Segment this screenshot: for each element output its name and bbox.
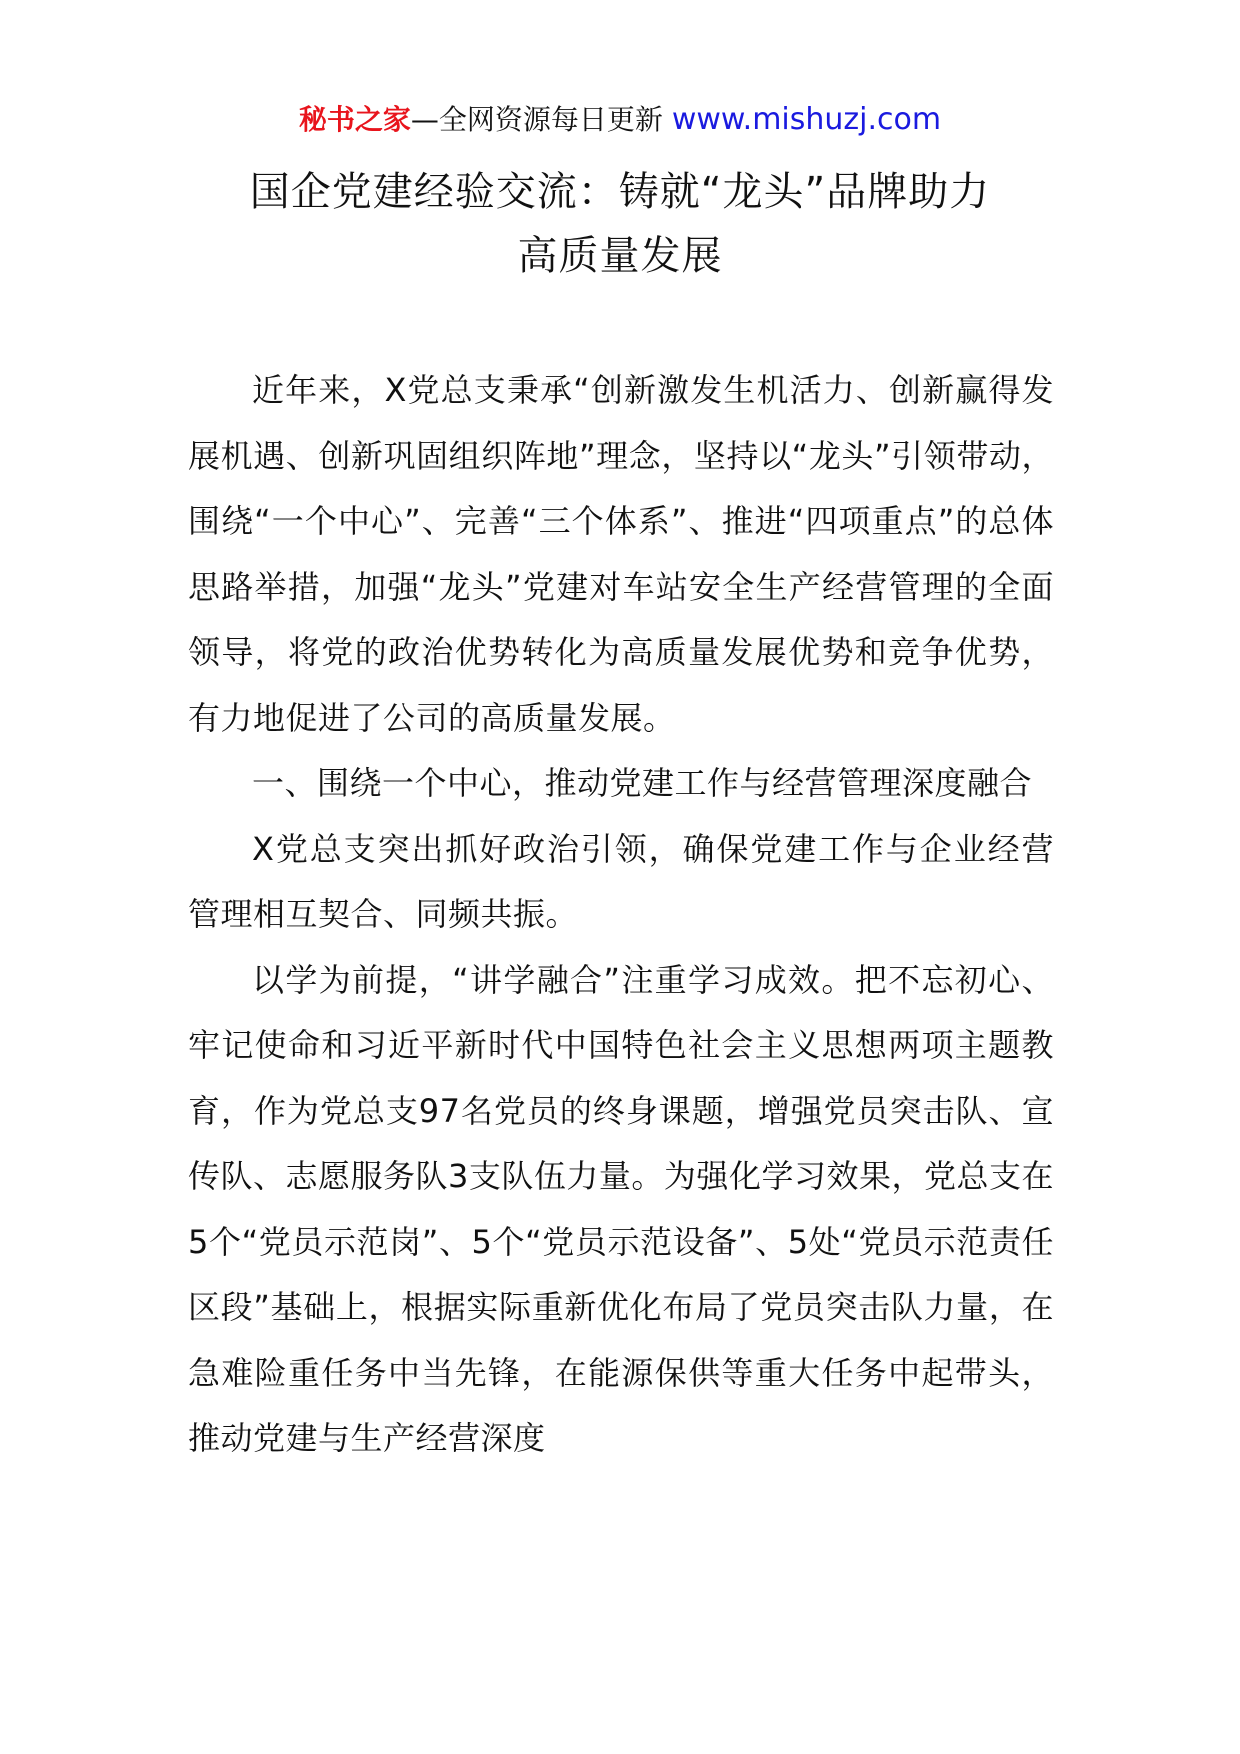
document-body bbox=[188, 358, 1054, 1472]
website-url[interactable]: www.mishuzj.com bbox=[671, 102, 942, 137]
watermark-header bbox=[0, 100, 1240, 140]
document-title bbox=[160, 160, 1080, 288]
paragraph-intro: 近年来，X党总支秉承“创新激发生机活力、创新赢得发展机遇、创新巩固组织阵地”理念，坚持以“龙头”引领带动，围绕“一个中心”、完善“三个体系”、推进“四项重点”的总体思路举措，加强“龙头”党建对车站安全生产经营管理的全面领导，将党的政治优势转化为高质量发展优势和竞争优势，有力地促进了公司的高质量发展。 bbox=[188, 371, 1054, 737]
paragraph-section-1: X党总支突出抓好政治引领，确保党建工作与企业经营管理相互契合、同频共振。 bbox=[188, 829, 1054, 933]
title-line-2: 高质量发展 bbox=[517, 233, 723, 279]
title-line-1: 国企党建经验交流：铸就“龙头”品牌助力 bbox=[249, 169, 991, 215]
brand-name: 秘书之家 bbox=[298, 103, 411, 136]
section-heading-1: 一、围绕一个中心，推动党建工作与经营管理深度融合 bbox=[252, 764, 1033, 802]
paragraph-study: 以学为前提，“讲学融合”注重学习成效。把不忘初心、牢记使命和习近平新时代中国特色社会主义思想两项主题教育，作为党总支97名党员的终身课题，增强党员突击队、宣传队、志愿服务队3支队伍力量。为强化学习效果，党总支在5个“党员示范岗”、5个“党员示范设备”、5处“党员示范责任区段”基础上，根据实际重新优化布局了党员突击队力量，在急难险重任务中当先锋，在能源保供等重大任务中起带头，推动党建与生产经营深度 bbox=[188, 960, 1054, 1457]
header-tagline: —全网资源每日更新 bbox=[410, 103, 663, 136]
